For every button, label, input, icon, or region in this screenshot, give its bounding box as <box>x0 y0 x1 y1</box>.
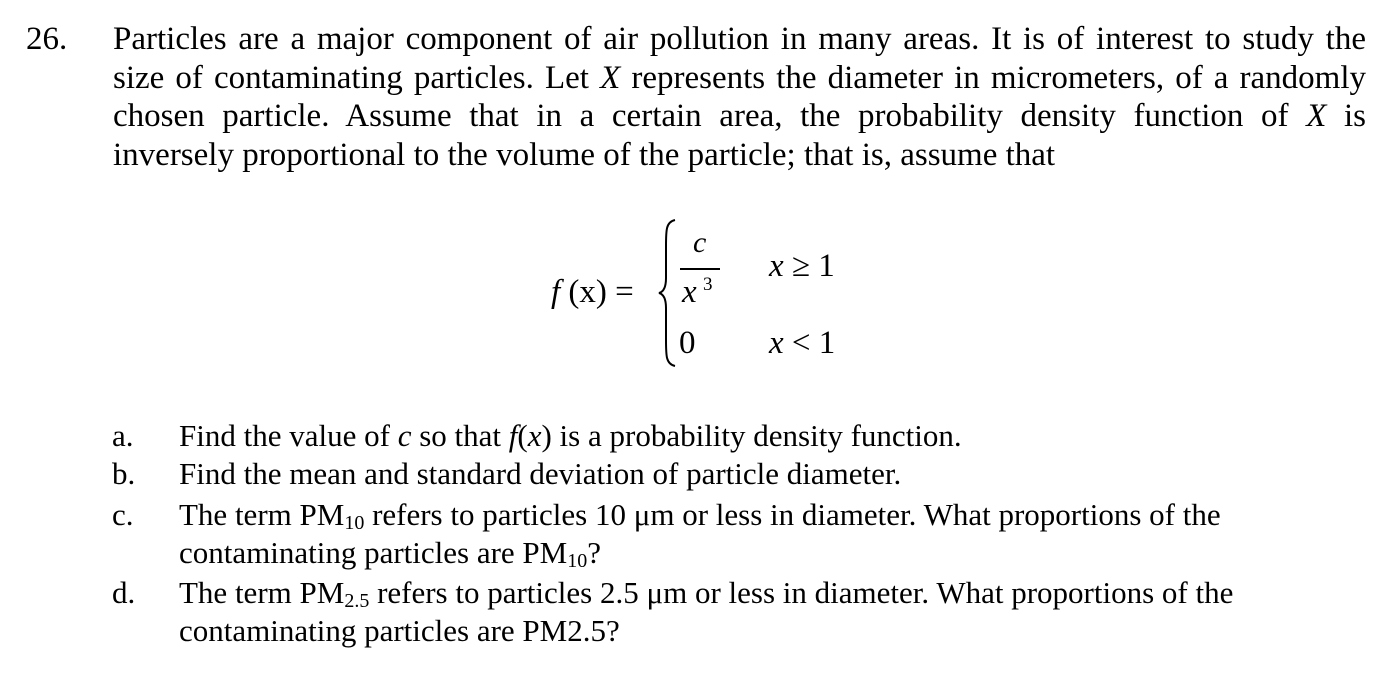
condition-2 <box>769 325 835 362</box>
part-c-l2a: contaminating particles are PM <box>179 535 568 570</box>
case-zero: 0 <box>679 325 696 361</box>
fraction-numerator: c <box>693 226 707 259</box>
fraction-exponent: 3 <box>703 274 713 295</box>
intro-line-3-a: chosen particle. Assume that in a certain area, the probability density function of <box>113 98 1307 134</box>
formula-lhs-f: f <box>551 274 561 310</box>
part-a-text <box>179 417 962 455</box>
part-a-t5: ( <box>517 418 528 453</box>
part-b-text: Find the mean and standard deviation of particle diameter. <box>179 456 902 491</box>
part-b-label: b. <box>112 456 136 491</box>
part-a-t7: ) is a probability density function. <box>541 418 962 453</box>
condition-2-var: x <box>769 325 784 361</box>
problem-intro <box>113 20 1366 174</box>
intro-line-1: Particles are a major component of air pollution in many areas. It is of interest to study the <box>113 21 1366 57</box>
condition-2-rest: < 1 <box>783 325 836 361</box>
part-a-t1: Find the value of <box>179 418 398 453</box>
part-d-line-2: contaminating particles are PM2.5? <box>179 613 620 648</box>
intro-line-4: inversely proportional to the volume of the particle; that is, assume that <box>113 136 1056 173</box>
part-d-l1b: refers to particles 2.5 μm or less in diameter. What proportions of the <box>369 575 1234 610</box>
problem-number: 26. <box>26 21 68 57</box>
part-a-t3: so that <box>411 418 509 453</box>
variable-x: x <box>527 418 542 453</box>
intro-line-2 <box>113 59 1366 98</box>
pm25-subscript: 2.5 <box>344 590 370 612</box>
intro-line-2-a: size of contaminating particles. Let <box>113 59 601 96</box>
fraction-denominator: x <box>682 274 697 310</box>
condition-1 <box>769 248 835 285</box>
function-f: f <box>508 418 518 453</box>
intro-line-3 <box>113 97 1366 136</box>
intro-line-3-c: is <box>1326 98 1366 134</box>
part-c-l1b: refers to particles 10 μm or less in diameter. What proportions of the <box>364 497 1221 532</box>
pm10-subscript: 10 <box>344 512 365 534</box>
pm10-subscript: 10 <box>567 550 588 572</box>
part-c-l1a: The term PM <box>179 497 345 532</box>
left-brace <box>657 218 677 368</box>
part-a-label: a. <box>112 418 134 453</box>
formula-lhs <box>551 274 634 311</box>
variable-x: X <box>1306 98 1327 134</box>
part-d-label: d. <box>112 575 136 610</box>
variable-c: c <box>397 418 412 453</box>
intro-line-2-c: represents the diameter in micrometers, of a randomly <box>620 59 1366 96</box>
condition-1-rest: ≥ 1 <box>783 248 835 284</box>
condition-1-var: x <box>769 248 784 284</box>
formula-lhs-rest: (x) = <box>560 274 634 310</box>
part-c-label: c. <box>112 497 134 532</box>
fraction-bar <box>680 268 720 270</box>
part-d-l1a: The term PM <box>179 575 345 610</box>
variable-x: X <box>600 59 621 96</box>
part-c-l2b: ? <box>587 535 602 570</box>
